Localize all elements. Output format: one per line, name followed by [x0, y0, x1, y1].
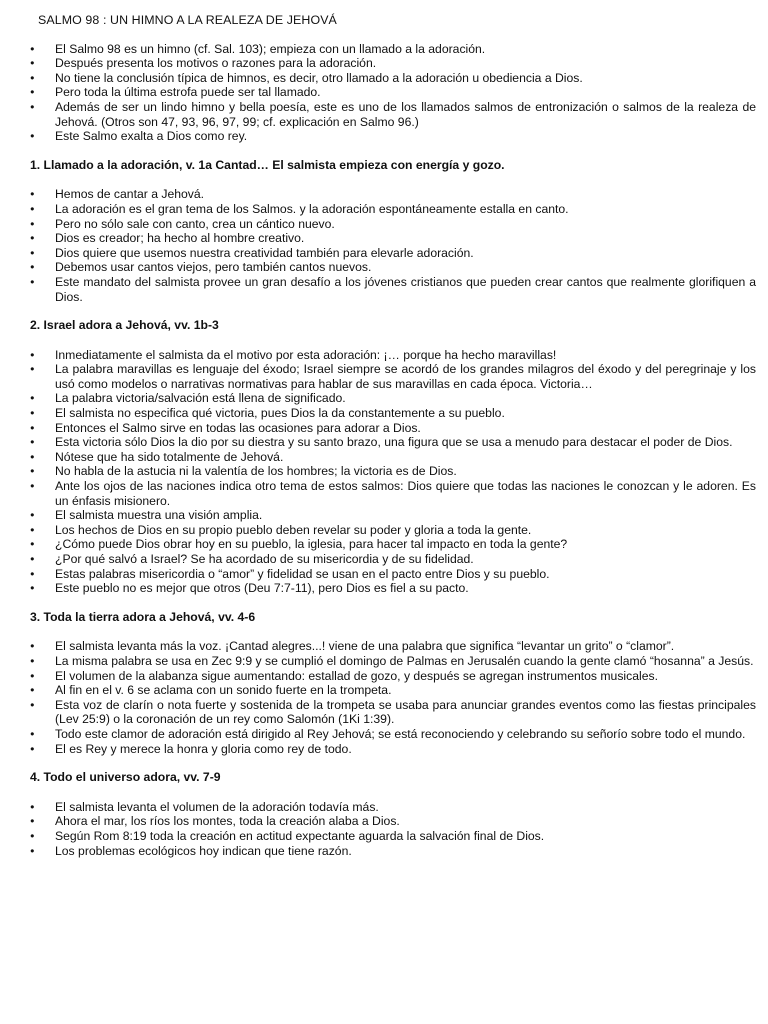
- list-item: ● La palabra victoria/salvación está llena de significado.: [30, 391, 756, 406]
- section-4-list: [30, 800, 756, 858]
- list-item: ● Según Rom 8:19 toda la creación en actitud expectante aguarda la salvación final de Dios.: [30, 829, 756, 844]
- list-item: ● Hemos de cantar a Jehová.: [30, 187, 756, 202]
- list-item: ● Entonces el Salmo sirve en todas las ocasiones para adorar a Dios.: [30, 421, 756, 436]
- list-item: ● No tiene la conclusión típica de himnos, es decir, otro llamado a la adoración u obediencia a Dios.: [30, 71, 756, 86]
- list-item: ● Este Salmo exalta a Dios como rey.: [30, 129, 756, 144]
- document-title: SALMO 98 : UN HIMNO A LA REALEZA DE JEHOVÁ: [38, 13, 337, 27]
- list-item: ● Al fin en el v. 6 se aclama con un sonido fuerte en la trompeta.: [30, 683, 756, 698]
- section-heading-2: 2. Israel adora a Jehová, vv. 1b-3: [30, 318, 219, 333]
- list-item: ● Este mandato del salmista provee un gran desafío a los jóvenes cristianos que pueden crear cantos que realmente glorifiquen a Dios.: [30, 275, 756, 304]
- list-item: ● Debemos usar cantos viejos, pero también cantos nuevos.: [30, 260, 756, 275]
- list-item: ● Ante los ojos de las naciones indica otro tema de estos salmos: Dios quiere que todas las naciones le conozcan y le adoren. Es un énfasis misionero.: [30, 479, 756, 508]
- list-item: ● Pero toda la última estrofa puede ser tal llamado.: [30, 85, 756, 100]
- list-item: ● No habla de la astucia ni la valentía de los hombres; la victoria es de Dios.: [30, 464, 756, 479]
- list-item: ● Los hechos de Dios en su propio pueblo deben revelar su poder y gloria a toda la gente.: [30, 523, 756, 538]
- list-item: ● El salmista levanta el volumen de la adoración todavía más.: [30, 800, 756, 815]
- list-item: ● Dios quiere que usemos nuestra creatividad también para elevarle adoración.: [30, 246, 756, 261]
- section-heading-3: 3. Toda la tierra adora a Jehová, vv. 4-6: [30, 609, 256, 624]
- list-item: ● Dios es creador; ha hecho al hombre creativo.: [30, 231, 756, 246]
- list-item: ● El salmista levanta más la voz. ¡Cantad alegres...! viene de una palabra que significa “levantar un grito” o “clamor”.: [30, 639, 756, 654]
- list-item: ● Nótese que ha sido totalmente de Jehová.: [30, 450, 756, 465]
- list-item: ● El salmista no especifica qué victoria, pues Dios la da constantemente a su pueblo.: [30, 406, 756, 421]
- list-item: ● El Salmo 98 es un himno (cf. Sal. 103); empieza con un llamado a la adoración.: [30, 42, 756, 57]
- list-item: ● Estas palabras misericordia o “amor” y fidelidad se usan en el pacto entre Dios y su pueblo.: [30, 567, 756, 582]
- list-item: ● ¿Por qué salvó a Israel? Se ha acordado de su misericordia y de su fidelidad.: [30, 552, 756, 567]
- list-item: ● Ahora el mar, los ríos los montes, toda la creación alaba a Dios.: [30, 814, 756, 829]
- section-heading-4: 4. Todo el universo adora, vv. 7-9: [30, 770, 221, 785]
- list-item: ● Todo este clamor de adoración está dirigido al Rey Jehová; se está reconociendo y celebrando su señorío sobre todo el mundo.: [30, 727, 756, 742]
- intro-list: [30, 42, 756, 144]
- section-heading-1: 1. Llamado a la adoración, v. 1a Cantad… El salmista empieza con energía y gozo.: [30, 157, 505, 172]
- list-item: ● El volumen de la alabanza sigue aumentando: estallad de gozo, y después se agregan instrumentos musicales.: [30, 669, 756, 684]
- list-item: ● Después presenta los motivos o razones para la adoración.: [30, 56, 756, 71]
- list-item: ● Esta voz de clarín o nota fuerte y sostenida de la trompeta se usaba para anunciar grandes eventos como las fiestas principales (Lev 25:9) o la coronación de un rey como Salomón (1Ki 1:39).: [30, 698, 756, 727]
- list-item: ● La adoración es el gran tema de los Salmos. y la adoración espontáneamente estalla en canto.: [30, 202, 756, 217]
- list-item: ● ¿Cómo puede Dios obrar hoy en su pueblo, la iglesia, para hacer tal impacto en toda la gente?: [30, 537, 756, 552]
- list-item: ● Este pueblo no es mejor que otros (Deu 7:7-11), pero Dios es fiel a su pacto.: [30, 581, 756, 596]
- list-item: ● Esta victoria sólo Dios la dio por su diestra y su santo brazo, una figura que se usa a menudo para destacar el poder de Dios.: [30, 435, 756, 450]
- list-item: ● Inmediatamente el salmista da el motivo por esta adoración: ¡… porque ha hecho maravillas!: [30, 348, 756, 363]
- list-item: ● El es Rey y merece la honra y gloria como rey de todo.: [30, 742, 756, 757]
- section-3-list: [30, 639, 756, 756]
- section-1-list: [30, 187, 756, 304]
- section-2-list: [30, 348, 756, 596]
- list-item: ● El salmista muestra una visión amplia.: [30, 508, 756, 523]
- list-item: ● Además de ser un lindo himno y bella poesía, este es uno de los llamados salmos de entronización o salmos de la realeza de Jehová. (Otros son 47, 93, 96, 97, 99; cf. explicación en Salmo 96.): [30, 100, 756, 129]
- list-item: ● La misma palabra se usa en Zec 9:9 y se cumplió el domingo de Palmas en Jerusalén cuando la gente clamó “hosanna” a Jesús.: [30, 654, 756, 669]
- list-item: ● La palabra maravillas es lenguaje del éxodo; Israel siempre se acordó de los grandes milagros del éxodo y del peregrinaje y los usó como modelos o narrativas normativas para hablar de sus maravillas en cada época. Victoria…: [30, 362, 756, 391]
- list-item: ● Los problemas ecológicos hoy indican que tiene razón.: [30, 844, 756, 859]
- list-item: ● Pero no sólo sale con canto, crea un cántico nuevo.: [30, 217, 756, 232]
